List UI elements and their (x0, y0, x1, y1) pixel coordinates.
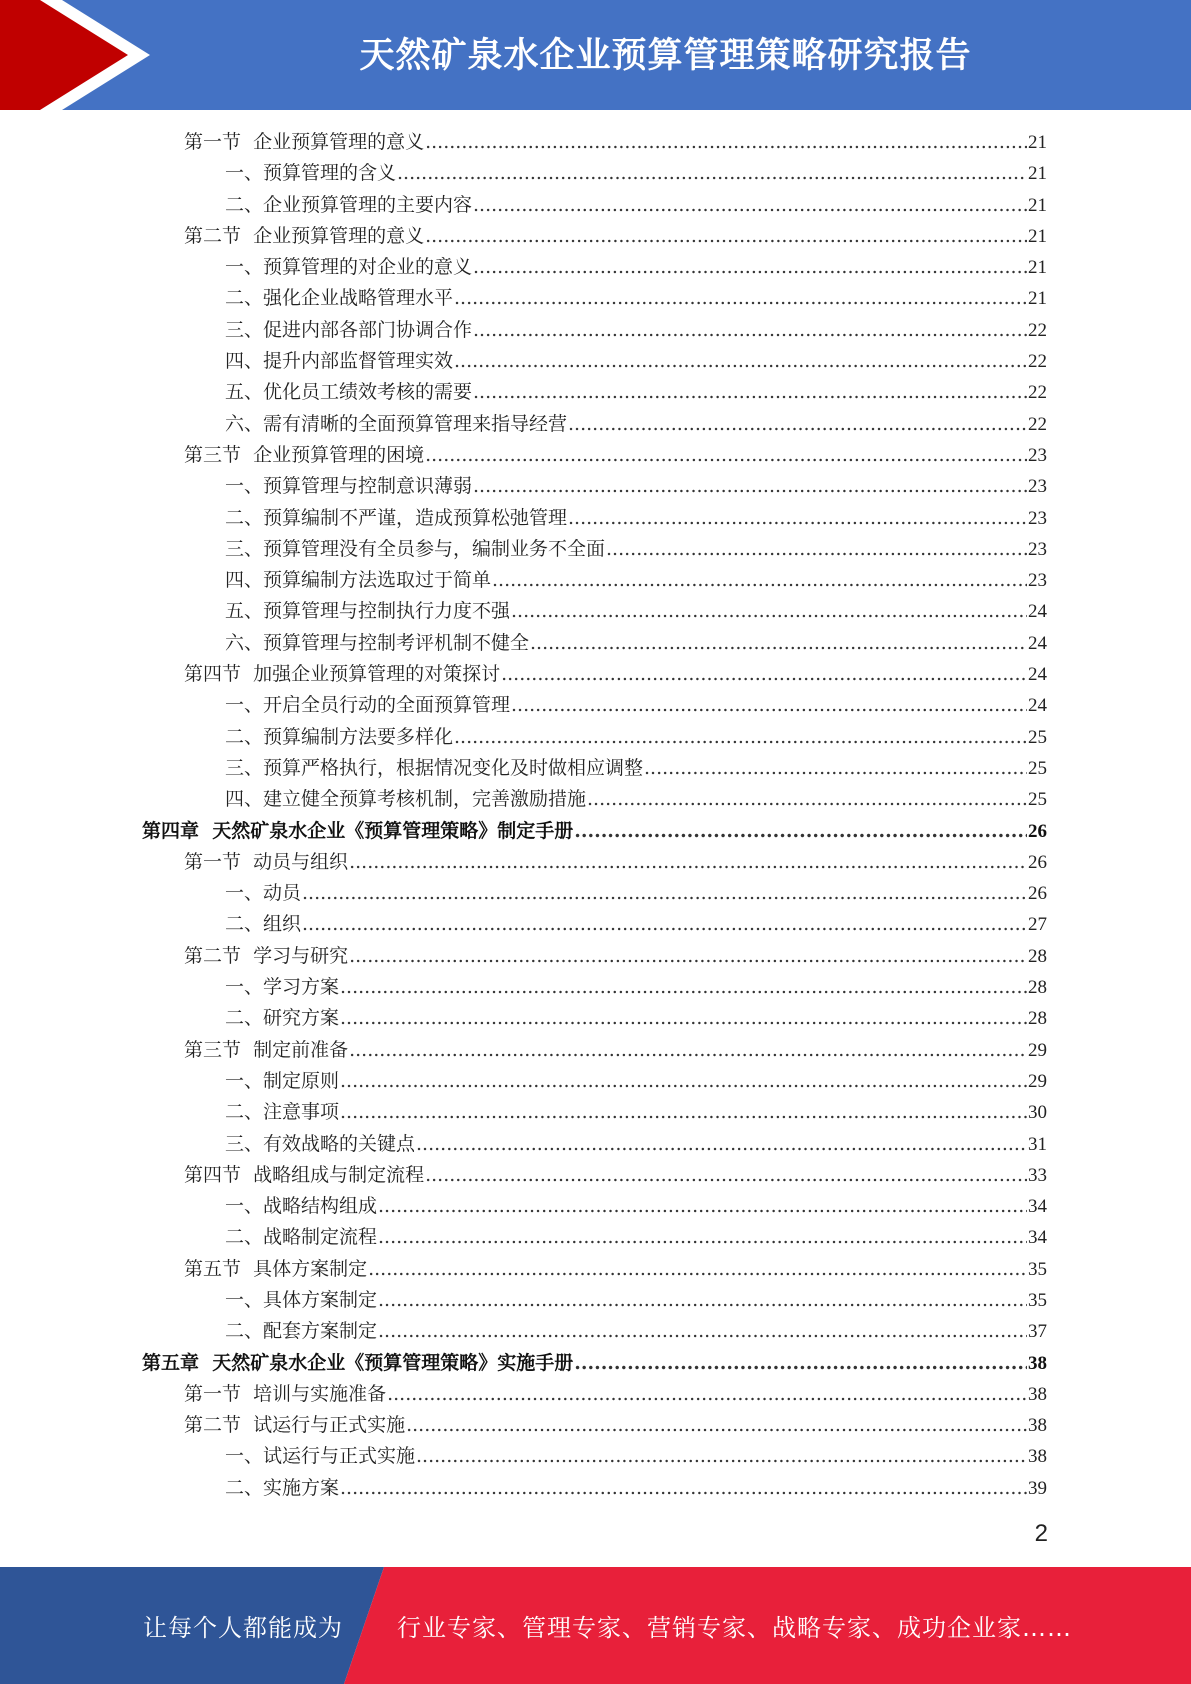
toc-subsection-entry[interactable] (0, 534, 1191, 565)
toc-chapter-entry[interactable] (0, 1348, 1191, 1379)
toc-subsection-entry[interactable] (0, 565, 1191, 596)
toc-entry-page: 38 (1028, 1446, 1047, 1468)
toc-chapter-entry[interactable] (0, 816, 1191, 847)
toc-section-entry[interactable] (0, 127, 1191, 158)
toc-subsection-entry[interactable] (0, 628, 1191, 659)
toc-entry-label: 二、预算编制方法要多样化 (225, 725, 454, 748)
toc-entry-page: 24 (1028, 664, 1047, 686)
toc-entry-page: 38 (1028, 1415, 1047, 1437)
toc-section-entry[interactable] (0, 1160, 1191, 1191)
toc-entry-label: 三、促进内部各部门协调合作 (225, 318, 473, 341)
toc-dot-leader (425, 127, 1027, 158)
toc-entry-label: 第三节 企业预算管理的困境 (184, 443, 425, 466)
toc-entry-page: 29 (1028, 1070, 1047, 1092)
toc-dot-leader (473, 377, 1027, 408)
toc-entry-page: 25 (1028, 757, 1047, 779)
toc-subsection-entry[interactable] (0, 1003, 1191, 1034)
toc-dot-leader (574, 1348, 1027, 1379)
toc-entry-page: 28 (1028, 977, 1047, 999)
toc-dot-leader (511, 596, 1027, 627)
toc-subsection-entry[interactable] (0, 409, 1191, 440)
toc-entry-page: 23 (1028, 507, 1047, 529)
toc-entry-label: 四、提升内部监督管理实效 (225, 350, 454, 373)
toc-entry-label: 三、预算管理没有全员参与，编制业务不全面 (225, 537, 606, 560)
toc-entry-label: 一、动员 (225, 882, 302, 905)
toc-entry-label: 四、预算编制方法选取过于简单 (225, 569, 492, 592)
toc-entry-label: 第一节 动员与组织 (184, 850, 349, 873)
table-of-contents (0, 127, 1191, 1504)
toc-section-entry[interactable] (0, 847, 1191, 878)
toc-subsection-entry[interactable] (0, 1097, 1191, 1128)
toc-dot-leader (473, 315, 1027, 346)
toc-subsection-entry[interactable] (0, 972, 1191, 1003)
toc-entry-page: 23 (1028, 538, 1047, 560)
toc-dot-leader (378, 1285, 1027, 1316)
toc-entry-label: 三、预算严格执行，根据情况变化及时做相应调整 (225, 756, 644, 779)
toc-entry-page: 22 (1028, 319, 1047, 341)
toc-entry-page: 38 (1028, 1383, 1047, 1405)
toc-subsection-entry[interactable] (0, 1285, 1191, 1316)
toc-subsection-entry[interactable] (0, 753, 1191, 784)
toc-dot-leader (473, 471, 1027, 502)
toc-entry-page: 26 (1028, 883, 1047, 905)
toc-dot-leader (302, 909, 1027, 940)
toc-entry-label: 第四节 战略组成与制定流程 (184, 1163, 425, 1186)
toc-entry-label: 第四节 加强企业预算管理的对策探讨 (184, 663, 501, 686)
toc-entry-page: 28 (1028, 945, 1047, 967)
toc-dot-leader (425, 221, 1027, 252)
toc-entry-label: 二、预算编制不严谨，造成预算松弛管理 (225, 506, 568, 529)
toc-dot-leader (378, 1222, 1027, 1253)
toc-dot-leader (397, 158, 1027, 189)
toc-entry-page: 33 (1028, 1164, 1047, 1186)
toc-entry-page: 34 (1028, 1196, 1047, 1218)
toc-dot-leader (454, 283, 1027, 314)
toc-subsection-entry[interactable] (0, 346, 1191, 377)
toc-entry-label: 六、需有清晰的全面预算管理来指导经营 (225, 412, 568, 435)
toc-entry-page: 35 (1028, 1258, 1047, 1280)
toc-subsection-entry[interactable] (0, 190, 1191, 221)
footer-slogan-right: 行业专家、管理专家、营销专家、战略专家、成功企业家…… (397, 1614, 1072, 1642)
toc-dot-leader (340, 1003, 1027, 1034)
toc-subsection-entry[interactable] (0, 1222, 1191, 1253)
toc-subsection-entry[interactable] (0, 1066, 1191, 1097)
toc-entry-label: 五、优化员工绩效考核的需要 (225, 381, 473, 404)
toc-entry-page: 25 (1028, 726, 1047, 748)
toc-section-entry[interactable] (0, 941, 1191, 972)
toc-subsection-entry[interactable] (0, 252, 1191, 283)
toc-subsection-entry[interactable] (0, 377, 1191, 408)
toc-subsection-entry[interactable] (0, 1441, 1191, 1472)
toc-entry-label: 二、配套方案制定 (225, 1320, 378, 1343)
toc-dot-leader (501, 659, 1027, 690)
toc-entry-label: 二、强化企业战略管理水平 (225, 287, 454, 310)
toc-entry-label: 第四章 天然矿泉水企业《预算管理策略》制定手册 (142, 819, 574, 842)
page-header (0, 0, 1191, 110)
toc-entry-label: 一、学习方案 (225, 976, 340, 999)
toc-dot-leader (349, 1035, 1027, 1066)
toc-entry-label: 三、有效战略的关键点 (225, 1132, 416, 1155)
toc-dot-leader (568, 503, 1027, 534)
toc-entry-page: 22 (1028, 413, 1047, 435)
toc-dot-leader (454, 722, 1027, 753)
toc-subsection-entry[interactable] (0, 690, 1191, 721)
toc-dot-leader (568, 409, 1027, 440)
toc-dot-leader (492, 565, 1027, 596)
toc-dot-leader (416, 1129, 1027, 1160)
toc-entry-label: 二、战略制定流程 (225, 1226, 378, 1249)
toc-entry-page: 37 (1028, 1321, 1047, 1343)
toc-entry-label: 一、战略结构组成 (225, 1195, 378, 1218)
toc-subsection-entry[interactable] (0, 315, 1191, 346)
toc-dot-leader (349, 941, 1027, 972)
toc-dot-leader (302, 878, 1027, 909)
toc-entry-label: 一、预算管理与控制意识薄弱 (225, 475, 473, 498)
toc-section-entry[interactable] (0, 440, 1191, 471)
toc-entry-page: 35 (1028, 1289, 1047, 1311)
toc-dot-leader (473, 190, 1027, 221)
toc-entry-label: 一、预算管理的含义 (225, 162, 397, 185)
toc-entry-page: 26 (1028, 820, 1047, 842)
toc-subsection-entry[interactable] (0, 784, 1191, 815)
toc-entry-label: 第五节 具体方案制定 (184, 1257, 368, 1280)
toc-entry-page: 21 (1028, 225, 1047, 247)
toc-entry-page: 26 (1028, 851, 1047, 873)
toc-entry-page: 21 (1028, 257, 1047, 279)
toc-dot-leader (387, 1379, 1027, 1410)
toc-entry-page: 22 (1028, 351, 1047, 373)
toc-entry-label: 二、实施方案 (225, 1476, 340, 1499)
toc-entry-label: 一、试运行与正式实施 (225, 1445, 416, 1468)
toc-entry-label: 六、预算管理与控制考评机制不健全 (225, 631, 530, 654)
toc-entry-page: 24 (1028, 695, 1047, 717)
toc-entry-page: 22 (1028, 382, 1047, 404)
toc-dot-leader (340, 1097, 1027, 1128)
toc-subsection-entry[interactable] (0, 1316, 1191, 1347)
toc-subsection-entry[interactable] (0, 596, 1191, 627)
toc-entry-page: 38 (1028, 1352, 1047, 1374)
toc-dot-leader (416, 1441, 1027, 1472)
toc-entry-page: 21 (1028, 163, 1047, 185)
toc-dot-leader (425, 440, 1027, 471)
toc-section-entry[interactable] (0, 1379, 1191, 1410)
toc-entry-label: 二、注意事项 (225, 1101, 340, 1124)
toc-entry-page: 23 (1028, 476, 1047, 498)
toc-entry-page: 39 (1028, 1477, 1047, 1499)
toc-subsection-entry[interactable] (0, 909, 1191, 940)
toc-dot-leader (473, 252, 1027, 283)
toc-subsection-entry[interactable] (0, 471, 1191, 502)
toc-dot-leader (368, 1254, 1027, 1285)
toc-entry-label: 一、开启全员行动的全面预算管理 (225, 694, 511, 717)
toc-entry-page: 24 (1028, 601, 1047, 623)
toc-entry-label: 四、建立健全预算考核机制，完善激励措施 (225, 788, 587, 811)
toc-dot-leader (606, 534, 1027, 565)
toc-entry-label: 第二节 学习与研究 (184, 944, 349, 967)
toc-entry-label: 一、制定原则 (225, 1069, 340, 1092)
toc-entry-label: 第一节 企业预算管理的意义 (184, 131, 425, 153)
toc-dot-leader (587, 784, 1027, 815)
toc-dot-leader (574, 816, 1027, 847)
toc-subsection-entry[interactable] (0, 722, 1191, 753)
toc-section-entry[interactable] (0, 1410, 1191, 1441)
page-footer (0, 1567, 1191, 1684)
toc-entry-page: 31 (1028, 1133, 1047, 1155)
footer-slogan-left: 让每个人都能成为 (143, 1614, 343, 1642)
toc-section-entry[interactable] (0, 1254, 1191, 1285)
toc-dot-leader (454, 346, 1027, 377)
toc-dot-leader (378, 1191, 1027, 1222)
toc-entry-label: 第五章 天然矿泉水企业《预算管理策略》实施手册 (142, 1351, 574, 1374)
toc-entry-page: 34 (1028, 1227, 1047, 1249)
toc-entry-page: 21 (1028, 194, 1047, 216)
toc-dot-leader (340, 1066, 1027, 1097)
toc-dot-leader (644, 753, 1027, 784)
toc-dot-leader (340, 1473, 1027, 1504)
toc-entry-label: 五、预算管理与控制执行力度不强 (225, 600, 511, 623)
toc-entry-label: 一、预算管理的对企业的意义 (225, 256, 473, 279)
toc-entry-page: 23 (1028, 444, 1047, 466)
document-title: 天然矿泉水企业预算管理策略研究报告 (359, 36, 972, 76)
toc-dot-leader (425, 1160, 1027, 1191)
toc-dot-leader (530, 628, 1027, 659)
toc-subsection-entry[interactable] (0, 1191, 1191, 1222)
toc-entry-page: 21 (1028, 288, 1047, 310)
toc-entry-label: 第二节 试运行与正式实施 (184, 1414, 406, 1437)
toc-entry-page: 30 (1028, 1102, 1047, 1124)
toc-subsection-entry[interactable] (0, 1473, 1191, 1504)
toc-dot-leader (340, 972, 1027, 1003)
toc-entry-page: 29 (1028, 1039, 1047, 1061)
page-number: 2 (1034, 1520, 1048, 1547)
toc-entry-label: 第三节 制定前准备 (184, 1038, 349, 1061)
toc-dot-leader (406, 1410, 1027, 1441)
toc-entry-label: 二、组织 (225, 913, 302, 936)
toc-entry-page: 28 (1028, 1008, 1047, 1030)
toc-entry-page: 23 (1028, 570, 1047, 592)
toc-entry-label: 第一节 培训与实施准备 (184, 1382, 387, 1405)
toc-entry-label: 二、研究方案 (225, 1007, 340, 1030)
toc-entry-label: 一、具体方案制定 (225, 1288, 378, 1311)
toc-entry-label: 二、企业预算管理的主要内容 (225, 193, 473, 216)
toc-subsection-entry[interactable] (0, 503, 1191, 534)
toc-subsection-entry[interactable] (0, 1129, 1191, 1160)
toc-section-entry[interactable] (0, 1035, 1191, 1066)
toc-entry-label: 第二节 企业预算管理的意义 (184, 224, 425, 247)
toc-entry-page: 21 (1028, 132, 1047, 153)
toc-dot-leader (378, 1316, 1027, 1347)
toc-subsection-entry[interactable] (0, 878, 1191, 909)
toc-section-entry[interactable] (0, 659, 1191, 690)
toc-section-entry[interactable] (0, 221, 1191, 252)
toc-entry-page: 25 (1028, 789, 1047, 811)
toc-dot-leader (511, 690, 1027, 721)
toc-entry-page: 24 (1028, 632, 1047, 654)
toc-entry-page: 27 (1028, 914, 1047, 936)
toc-subsection-entry[interactable] (0, 283, 1191, 314)
toc-subsection-entry[interactable] (0, 158, 1191, 189)
toc-dot-leader (349, 847, 1027, 878)
